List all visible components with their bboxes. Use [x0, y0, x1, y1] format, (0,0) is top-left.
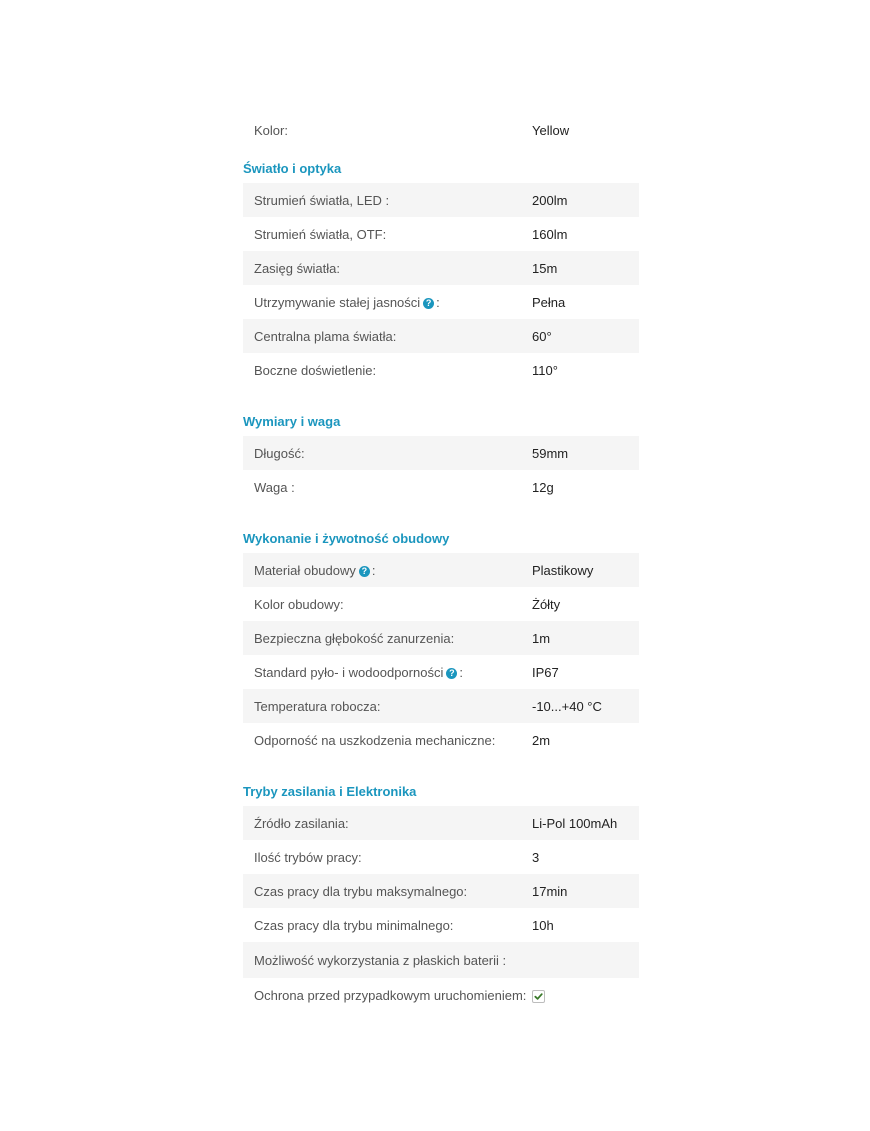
- spec-label: Możliwość wykorzystania z płaskich baterii :: [254, 952, 507, 968]
- spec-label-text: Materiał obudowy: [254, 562, 356, 578]
- spec-value: 10h: [532, 917, 554, 933]
- help-icon[interactable]: ?: [446, 668, 457, 679]
- spec-value: 12g: [532, 479, 554, 495]
- check-icon: [534, 992, 543, 1001]
- spec-label: Waga :: [254, 479, 295, 495]
- spec-label: Ilość trybów pracy:: [254, 849, 362, 865]
- spec-row: [243, 978, 639, 1012]
- checkbox-accidental-activation: [532, 990, 545, 1003]
- spec-label: Zasięg światła:: [254, 260, 340, 276]
- spec-row: [243, 908, 639, 942]
- spec-row: [243, 353, 639, 387]
- spec-value: Li-Pol 100mAh: [532, 815, 618, 831]
- spec-label: Strumień światła, LED :: [254, 192, 390, 208]
- section-build-durability: [243, 532, 639, 757]
- spec-row: [243, 942, 639, 978]
- spec-label: Ochrona przed przypadkowym uruchomieniem:: [254, 987, 527, 1003]
- section-light-optics: [243, 162, 639, 387]
- spec-row: [243, 553, 639, 587]
- section-title: Światło i optyka: [243, 161, 342, 176]
- spec-value: IP67: [532, 664, 559, 680]
- help-icon[interactable]: ?: [359, 566, 370, 577]
- spec-value: 60°: [532, 328, 552, 344]
- spec-label: Czas pracy dla trybu minimalnego:: [254, 917, 454, 933]
- spec-label: Długość:: [254, 445, 305, 461]
- spec-label: [243, 295, 532, 310]
- spec-label: [243, 665, 532, 680]
- spec-row: [243, 587, 639, 621]
- spec-label-text: Standard pyło- i wodoodporności: [254, 664, 444, 680]
- spec-value: Pełna: [532, 294, 566, 310]
- spec-row: [243, 470, 639, 504]
- spec-label: Źródło zasilania:: [254, 815, 349, 831]
- spec-row: [243, 874, 639, 908]
- spec-label: Centralna plama światła:: [254, 328, 397, 344]
- spec-row-kolor: [243, 113, 639, 147]
- spec-label-suffix: :: [371, 562, 376, 578]
- spec-value: 2m: [532, 732, 551, 748]
- spec-value: [532, 987, 639, 1002]
- spec-value: 59mm: [532, 445, 569, 461]
- spec-row: [243, 217, 639, 251]
- section-power-electronics: [243, 785, 639, 1012]
- spec-value: Yellow: [532, 122, 570, 138]
- spec-row: [243, 655, 639, 689]
- spec-value: 160lm: [532, 226, 568, 242]
- spec-row: [243, 723, 639, 757]
- spec-row: [243, 621, 639, 655]
- spec-value: 3: [532, 849, 540, 865]
- spec-row: [243, 806, 639, 840]
- spec-label: Boczne doświetlenie:: [254, 362, 377, 378]
- section-dimensions-weight: [243, 415, 639, 504]
- spec-label-suffix: :: [436, 294, 440, 310]
- spec-table: [243, 113, 639, 1012]
- spec-label: Czas pracy dla trybu maksymalnego:: [254, 883, 468, 899]
- spec-label: Kolor:: [254, 122, 288, 138]
- spec-value: Plastikowy: [532, 562, 594, 578]
- spec-row: [243, 840, 639, 874]
- spec-value: 15m: [532, 260, 558, 276]
- section-title: Wykonanie i żywotność obudowy: [243, 531, 450, 546]
- spec-label: Temperatura robocza:: [254, 698, 381, 714]
- spec-label-text: Utrzymywanie stałej jasności: [254, 294, 421, 310]
- spec-label: Bezpieczna głębokość zanurzenia:: [254, 630, 455, 646]
- spec-row: [243, 251, 639, 285]
- section-title: Wymiary i waga: [243, 414, 341, 429]
- spec-value: -10...+40 °C: [532, 698, 602, 714]
- spec-label: [243, 563, 532, 578]
- spec-value: 17min: [532, 883, 568, 899]
- section-title: Tryby zasilania i Elektronika: [243, 784, 417, 799]
- help-icon[interactable]: ?: [423, 298, 434, 309]
- spec-row: [243, 689, 639, 723]
- spec-label: Kolor obudowy:: [254, 596, 344, 612]
- spec-row: [243, 285, 639, 319]
- spec-label: Strumień światła, OTF:: [254, 226, 387, 242]
- spec-row: [243, 319, 639, 353]
- spec-value: 200lm: [532, 192, 568, 208]
- spec-row: [243, 183, 639, 217]
- spec-label-suffix: :: [459, 664, 463, 680]
- spec-value: Żółty: [532, 596, 561, 612]
- spec-value: 1m: [532, 630, 551, 646]
- spec-value: 110°: [532, 362, 558, 378]
- spec-label: Odporność na uszkodzenia mechaniczne:: [254, 732, 496, 748]
- spec-row: [243, 436, 639, 470]
